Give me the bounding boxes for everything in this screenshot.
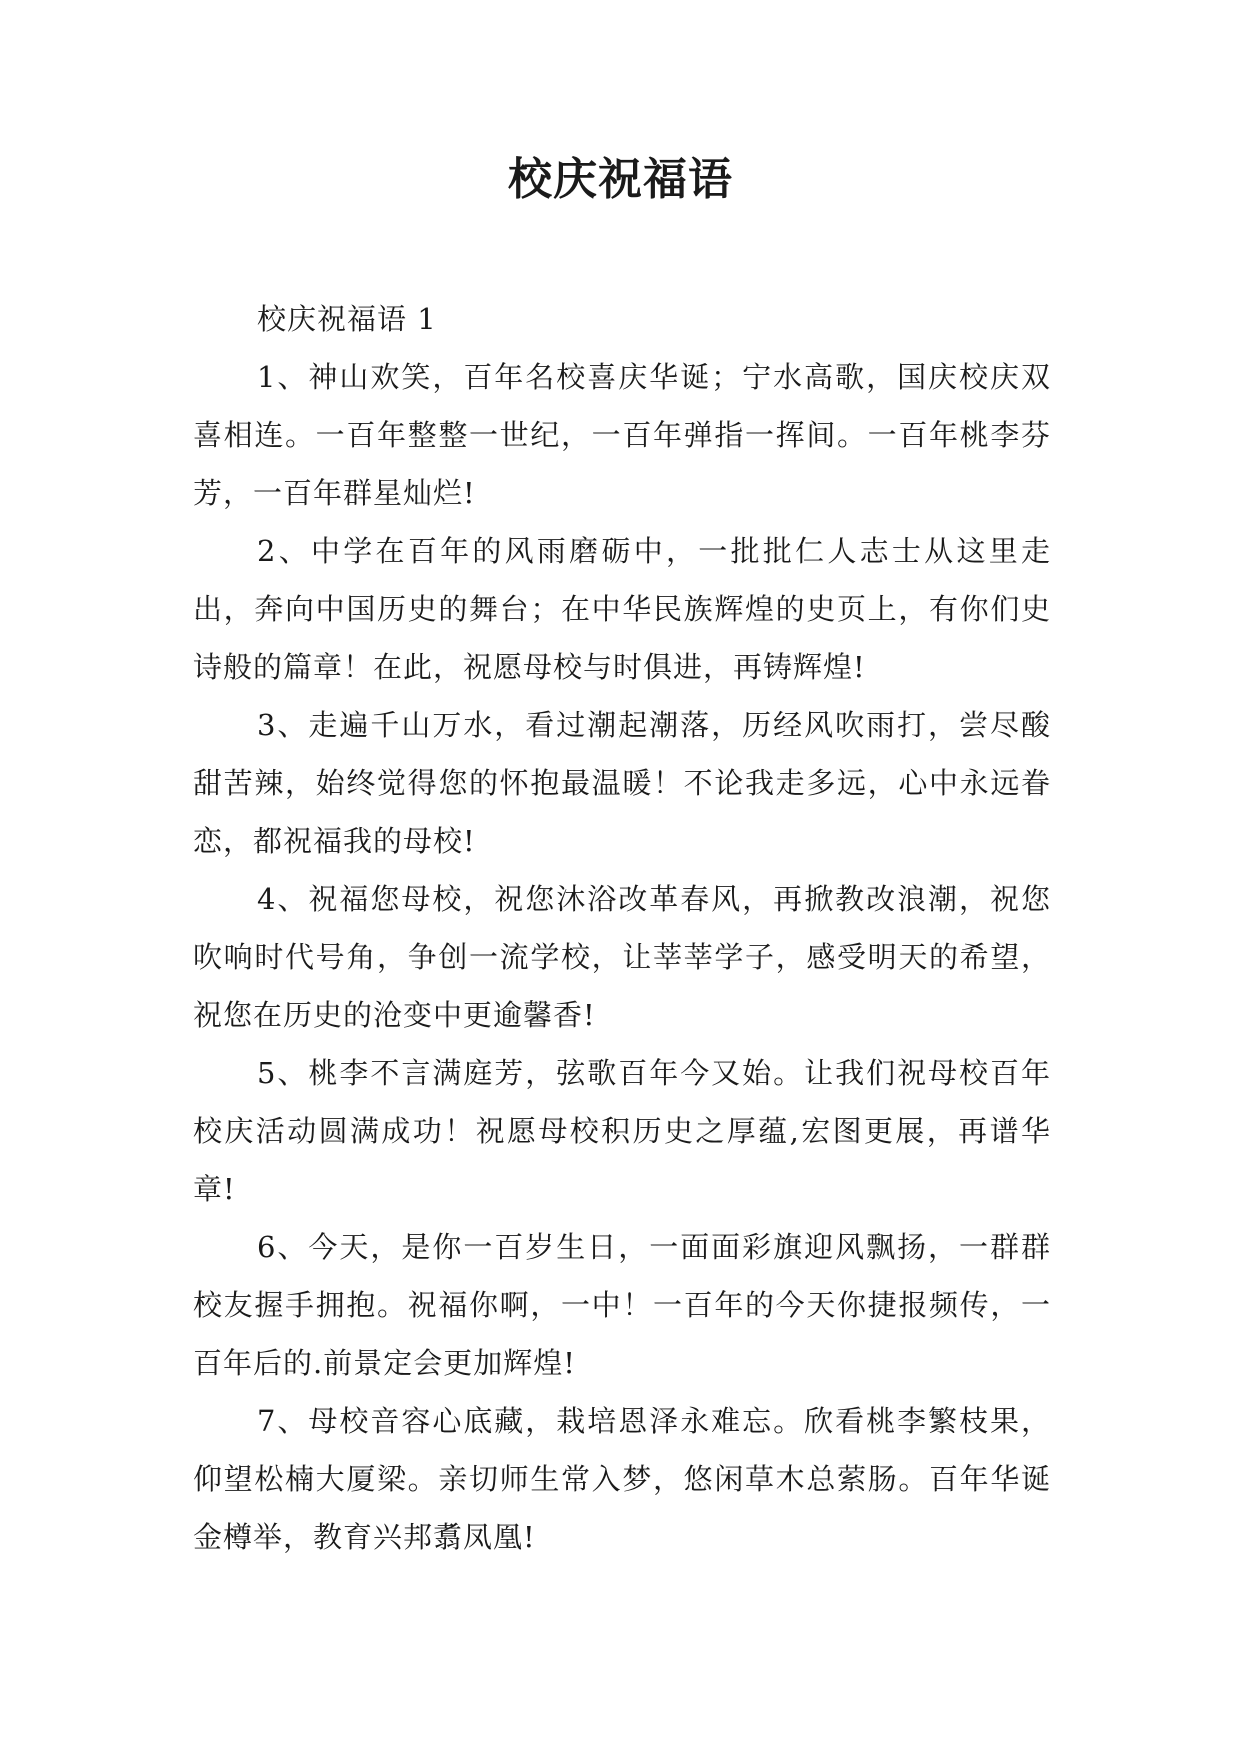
paragraph-6: 6、今天，是你一百岁生日，一面面彩旗迎风飘扬，一群群校友握手拥抱。祝福你啊，一中！一百年的今天你捷报频传，一百年后的.前景定会更加辉煌! xyxy=(193,1230,1051,1380)
document-title: 校庆祝福语 xyxy=(508,154,733,205)
paragraph-2: 2、中学在百年的风雨磨砺中，一批批仁人志士从这里走出，奔向中国历史的舞台；在中华民族辉煌的史页上，有你们史诗般的篇章！在此，祝愿母校与时俱进，再铸辉煌! xyxy=(193,534,1051,684)
paragraph-1: 1、神山欢笑，百年名校喜庆华诞；宁水高歌，国庆校庆双喜相连。一百年整整一世纪，一百年弹指一挥间。一百年桃李芬芳，一百年群星灿烂! xyxy=(193,360,1051,510)
paragraph-4: 4、祝福您母校，祝您沐浴改革春风，再掀教改浪潮，祝您吹响时代号角，争创一流学校，让莘莘学子，感受明天的希望，祝您在历史的沧变中更逾馨香! xyxy=(193,882,1051,1032)
section-heading: 校庆祝福语 1 xyxy=(257,302,437,336)
paragraph-5: 5、桃李不言满庭芳，弦歌百年今又始。让我们祝母校百年校庆活动圆满成功！祝愿母校积历史之厚蕴,宏图更展，再谱华章! xyxy=(193,1056,1051,1206)
paragraph-7: 7、母校音容心底藏，栽培恩泽永难忘。欣看桃李繁枝果，仰望松楠大厦梁。亲切师生常入梦，悠闲草木总萦肠。百年华诞金樽举，教育兴邦翥凤凰! xyxy=(193,1404,1051,1554)
document-body xyxy=(193,290,1051,1566)
paragraph-3: 3、走遍千山万水，看过潮起潮落，历经风吹雨打，尝尽酸甜苦辣，始终觉得您的怀抱最温暖！不论我走多远，心中永远眷恋，都祝福我的母校! xyxy=(193,708,1051,858)
